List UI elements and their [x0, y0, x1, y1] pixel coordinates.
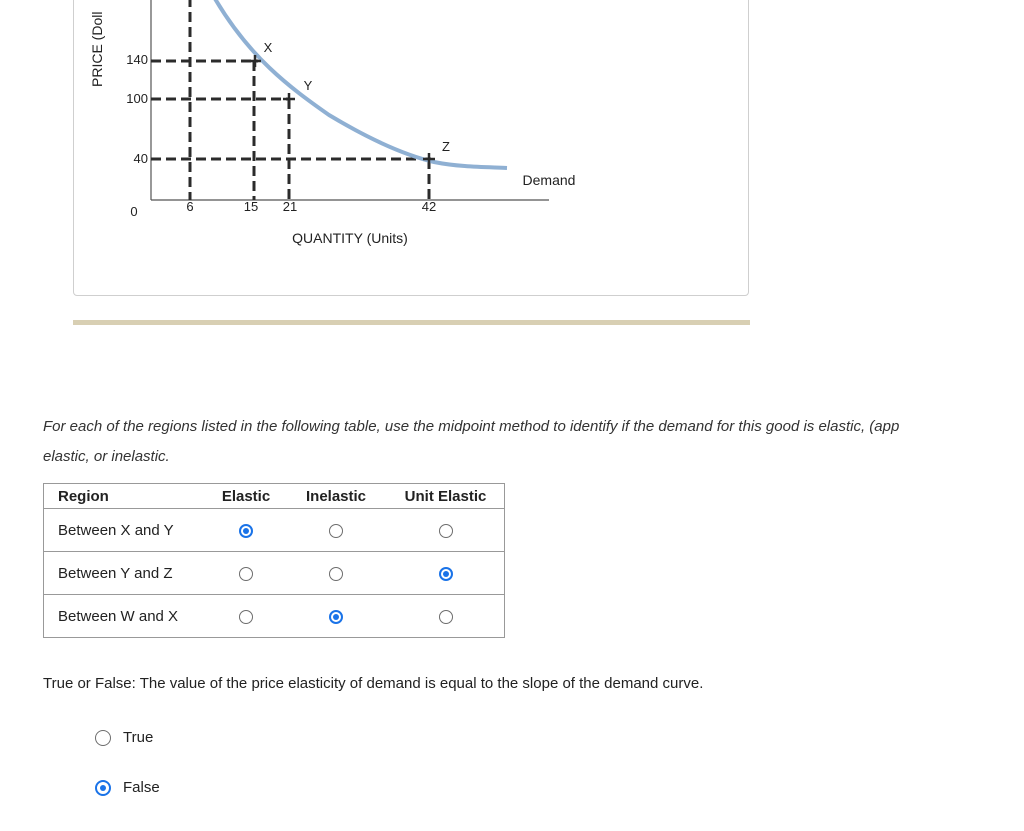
header-elastic: Elastic [207, 484, 285, 509]
x-tick-15: 15 [243, 199, 259, 214]
point-z-label: Z [442, 139, 450, 154]
point-y-label: Y [303, 78, 313, 93]
false-radio[interactable] [95, 780, 111, 796]
elastic-radio[interactable] [239, 610, 253, 624]
table-header-row [44, 484, 505, 509]
demand-graph-card [73, 0, 749, 296]
region-label: Between Y and Z [44, 552, 208, 595]
x-tick-42: 42 [421, 199, 437, 214]
inelastic-radio[interactable] [329, 567, 343, 581]
y-axis-label: PRICE (Doll [89, 11, 105, 87]
inelastic-radio[interactable] [329, 610, 343, 624]
y-tick-140: 140 [126, 52, 148, 67]
instructions-line-1: For each of the regions listed in the following table, use the midpoint method to identify if the demand for this good is elastic, (app [43, 418, 900, 435]
x-tick-6: 6 [186, 199, 194, 214]
true-option-label: True [123, 729, 154, 746]
y-tick-100: 100 [126, 91, 148, 106]
instructions [43, 412, 1024, 472]
demand-label: Demand [522, 172, 576, 188]
unit-elastic-radio[interactable] [439, 610, 453, 624]
inelastic-radio[interactable] [329, 524, 343, 538]
section-divider [73, 320, 750, 325]
elastic-radio[interactable] [239, 567, 253, 581]
header-unit-elastic: Unit Elastic [387, 484, 505, 509]
x-axis-label: QUANTITY (Units) [292, 230, 408, 246]
table-row [44, 509, 505, 552]
table-row [44, 595, 505, 638]
unit-elastic-radio[interactable] [439, 524, 453, 538]
elasticity-table [43, 483, 505, 638]
region-label: Between W and X [44, 595, 208, 638]
x-tick-21: 21 [282, 199, 298, 214]
false-option[interactable] [95, 779, 160, 796]
y-tick-0: 0 [130, 204, 138, 219]
unit-elastic-radio[interactable] [439, 567, 453, 581]
header-inelastic: Inelastic [285, 484, 387, 509]
point-x-label: X [263, 40, 273, 55]
header-region: Region [44, 484, 208, 509]
true-option[interactable] [95, 729, 153, 746]
demand-graph [74, 0, 750, 297]
true-radio[interactable] [95, 730, 111, 746]
region-label: Between X and Y [44, 509, 208, 552]
false-option-label: False [123, 779, 160, 796]
table-row [44, 552, 505, 595]
demand-curve [214, 0, 507, 168]
true-false-question: True or False: The value of the price elasticity of demand is equal to the slope of the demand curve. [43, 675, 704, 692]
elastic-radio[interactable] [239, 524, 253, 538]
instructions-line-2: elastic, or inelastic. [43, 448, 170, 465]
y-tick-40: 40 [133, 151, 148, 166]
